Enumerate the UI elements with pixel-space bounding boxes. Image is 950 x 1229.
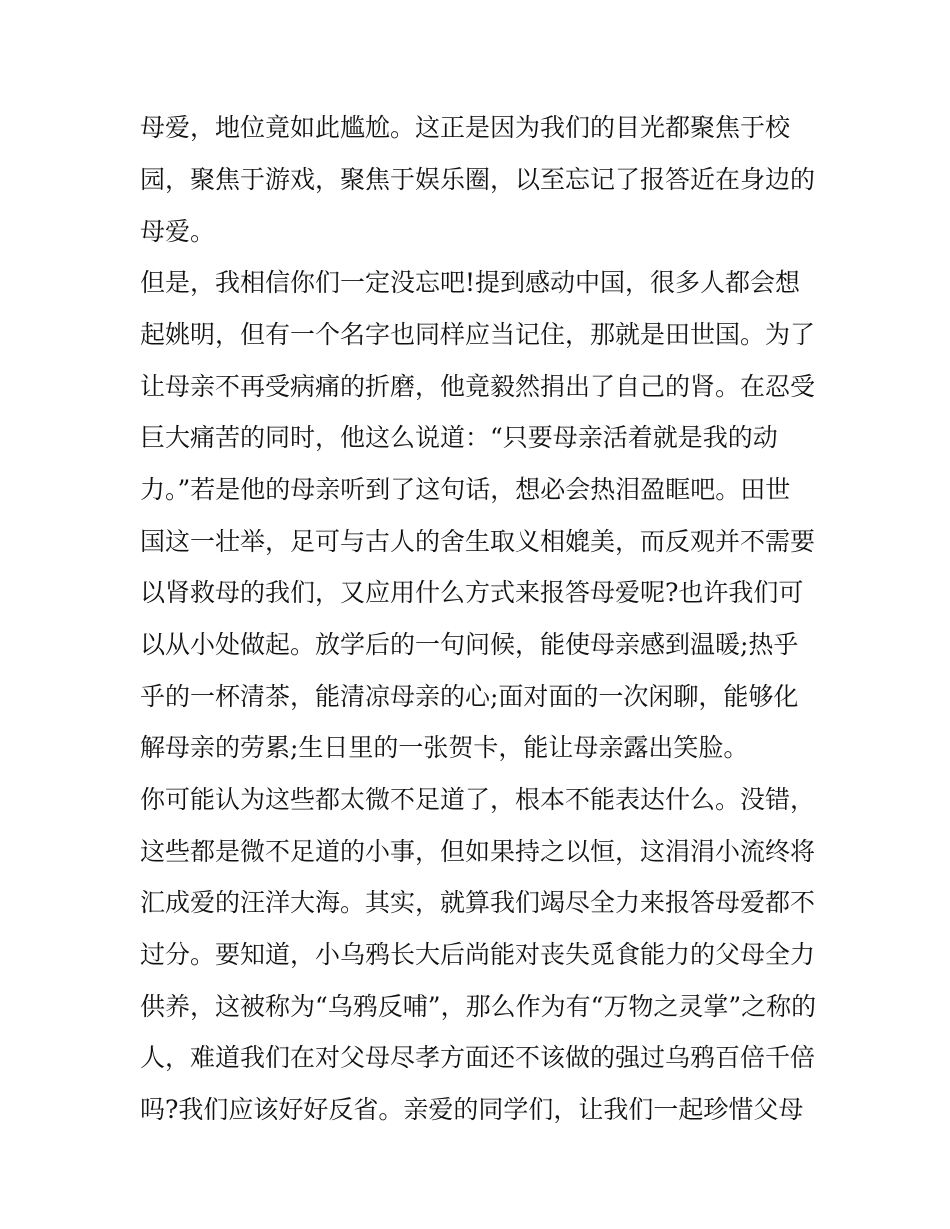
text-line: 吗?我们应该好好反省。亲爱的同学们，让我们一起珍惜父母 [140, 1095, 804, 1124]
text-line: 母爱。 [140, 217, 216, 246]
text-line: 国这一壮举，足可与古人的舍生取义相媲美，而反观并不需要 [140, 527, 816, 556]
text-line: 过分。要知道，小乌鸦长大后尚能对丧失觅食能力的父母全力 [140, 940, 816, 969]
text-line: 以肾救母的我们，又应用什么方式来报答母爱呢?也许我们可 [140, 578, 804, 607]
text-line: 但是，我相信你们一定没忘吧!提到感动中国，很多人都会想 [140, 268, 801, 297]
text-line: 力。”若是他的母亲听到了这句话，想必会热泪盈眶吧。田世 [140, 475, 791, 504]
text-line: 这些都是微不足道的小事，但如果持之以恒，这涓涓小流终将 [140, 837, 816, 866]
text-line: 以从小处做起。放学后的一句问候，能使母亲感到温暖;热乎 [140, 630, 799, 659]
text-line: 乎的一杯清茶，能清凉母亲的心;面对面的一次闲聊，能够化 [140, 682, 799, 711]
text-line: 让母亲不再受病痛的折磨，他竟毅然捐出了自己的肾。在忍受 [140, 372, 816, 401]
text-line: 起姚明，但有一个名字也同样应当记住，那就是田世国。为了 [140, 320, 816, 349]
text-line: 巨大痛苦的同时，他这么说道：“只要母亲活着就是我的动 [140, 423, 778, 452]
text-line: 园，聚焦于游戏，聚焦于娱乐圈，以至忘记了报答近在身边的 [140, 165, 816, 194]
text-line: 母爱，地位竟如此尴尬。这正是因为我们的目光都聚焦于校 [140, 113, 791, 142]
text-line: 人，难道我们在对父母尽孝方面还不该做的强过乌鸦百倍千倍 [140, 1043, 816, 1072]
text-line: 你可能认为这些都太微不足道了，根本不能表达什么。没错， [140, 785, 816, 814]
text-line: 供养，这被称为“乌鸦反哺”，那么作为有“万物之灵掌”之称的 [140, 992, 817, 1021]
text-line: 解母亲的劳累;生日里的一张贺卡，能让母亲露出笑脸。 [140, 733, 749, 762]
text-line: 汇成爱的汪洋大海。其实，就算我们竭尽全力来报答母爱都不 [140, 888, 816, 917]
